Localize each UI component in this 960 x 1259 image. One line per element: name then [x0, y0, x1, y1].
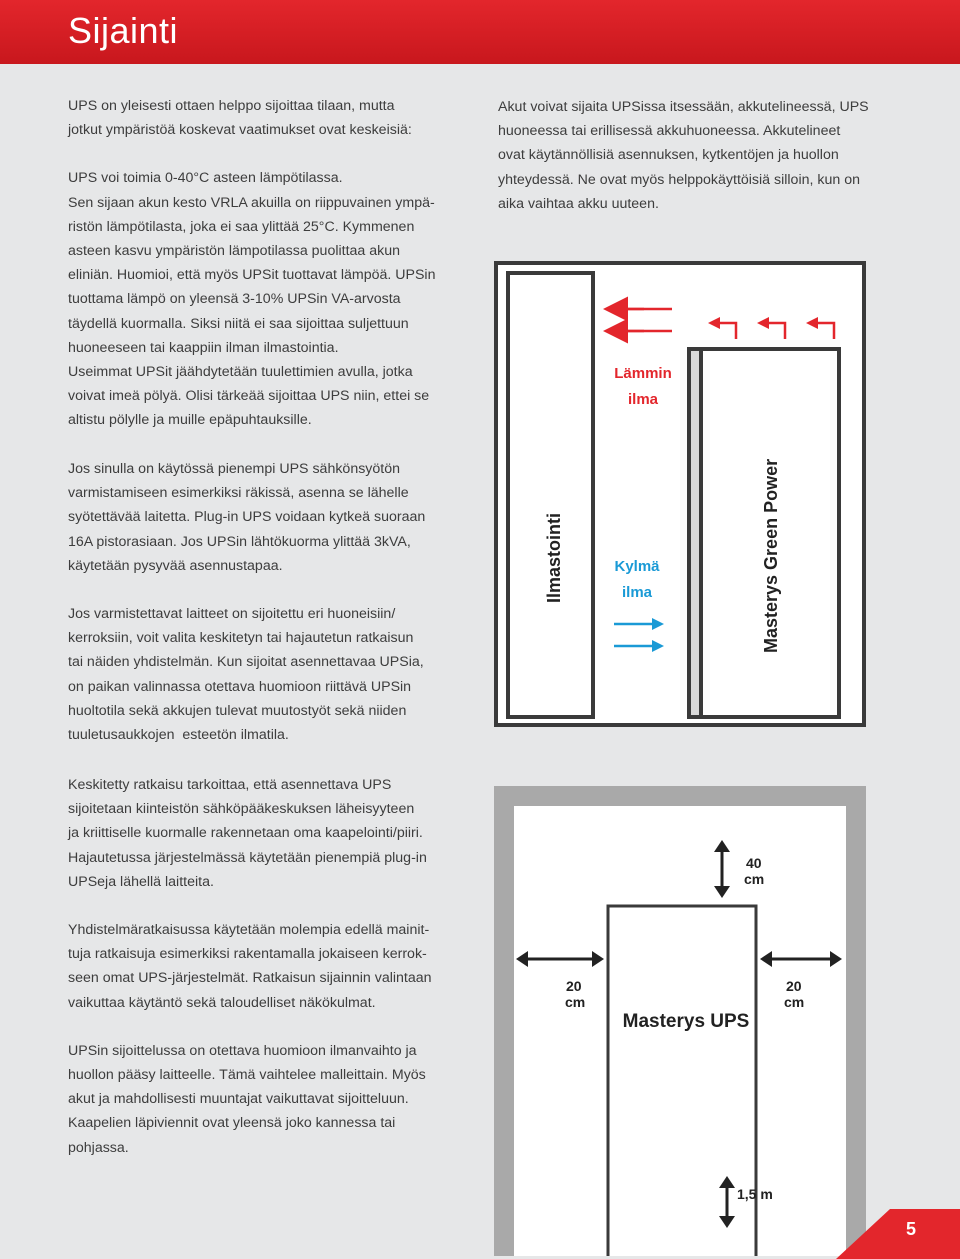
text-line: varmistamiseen esimerkiksi räkissä, asenna se lähelle: [68, 485, 409, 502]
text-line: huollon pääsy laitteelle. Tämä vaihtelee malleittain. Myös: [68, 1067, 426, 1084]
page-header: [0, 0, 960, 64]
ups-label: Masterys UPS: [622, 1011, 750, 1032]
text-line: kerroksiin, voit valita keskitetyn tai hajautetun ratkaisun: [68, 630, 414, 647]
text-line: tuottama lämpö on yleensä 3-10% UPSin VA-arvosta: [68, 291, 401, 308]
text-line: täydellä kuormalla. Siksi niitä ei saa sijoittaa suljettuun: [68, 315, 409, 332]
text-line: huoneessa tai erillisessä akkuhuoneessa. Akkutelineet: [498, 123, 841, 140]
text-line: UPS voi toimia 0-40°C asteen lämpötilassa.: [68, 170, 343, 187]
paragraph-combined: [68, 918, 468, 1015]
right-column: [498, 95, 918, 216]
text-line: sijoitetaan kiinteistön sähköpääkeskuksen läheisyyteen: [68, 801, 415, 818]
text-line: akut ja mahdollisesti muuntajat vaikuttavat sijoitteluun.: [68, 1091, 409, 1108]
left-column-lower: [68, 773, 468, 1160]
text-line: ja kriittiselle kuormalle rakennetaan oma kaapelointi/piiri.: [68, 825, 423, 842]
ups-label: Masterys Green Power: [761, 458, 781, 653]
text-line: on paikan valinnassa otettava huomioon riittävä UPSin: [68, 678, 412, 695]
text-line: asteen kasvu ympäristön lämpotilassa puolittaa akun: [68, 243, 401, 260]
text-line: aika vaihtaa akku uuteen.: [498, 195, 659, 212]
text-line: altistu pölylle ja muille epäpuhtauksille.: [68, 412, 312, 429]
warm-air-label-2: ilma: [627, 391, 659, 408]
text-line: Akut voivat sijaita UPSissa itsessään, akkutelineessä, UPS: [498, 99, 869, 115]
top-clearance-label: 40: [746, 855, 762, 871]
paragraph-intro: [68, 94, 468, 142]
height-label: 1,5 m: [737, 1186, 773, 1202]
text-line: pohjassa.: [68, 1139, 129, 1156]
left-column: [68, 94, 468, 433]
text-line: eliniän. Huomioi, että myös UPSit tuottavat lämpöä. UPSin: [68, 267, 436, 284]
text-line: Hajautetussa järjestelmässä käytetään pienempiä plug-in: [68, 849, 427, 866]
text-line: tai näiden yhdistelmän. Kun sijoitat asennettavaa UPSia,: [68, 654, 424, 671]
ventilation-label: Ilmastointi: [544, 512, 564, 603]
text-line: Kaapelien läpiviennit ovat yleensä joko kannessa tai: [68, 1115, 396, 1132]
text-line: vaikuttaa käytäntö sekä taloudelliset näkökulmat.: [68, 994, 376, 1011]
right-clearance-label: 20: [786, 978, 802, 994]
left-column-mid: [68, 457, 468, 747]
text-line: UPS on yleisesti ottaen helppo sijoittaa tilaan, mutta: [68, 98, 395, 114]
text-line: Jos sinulla on käytössä pienempi UPS sähkönsyötön: [68, 461, 401, 477]
warm-air-label: Lämmin: [614, 365, 672, 382]
paragraph-distributed: [68, 602, 468, 747]
text-line: syötettävää laitetta. Plug-in UPS voidaan kytkeä suoraan: [68, 509, 426, 526]
text-line: huoneeseen tai kaappiin ilman ilmastointia.: [68, 339, 339, 356]
text-line: tuuletusaukkojen esteetön ilmatila.: [68, 727, 289, 744]
paragraph-centralized: [68, 773, 468, 894]
text-line: yhteydessä. Ne ovat myös helppokäyttöisiä silloin, kun on: [498, 171, 860, 188]
paragraph-temperature: [68, 166, 468, 432]
paragraph-batteries: [498, 95, 918, 216]
text-line: käytetään pysyvää asennustapaa.: [68, 557, 283, 574]
page-number-badge: [836, 1209, 960, 1259]
right-clearance-unit: cm: [784, 994, 805, 1010]
cold-air-label-2: ilma: [621, 584, 653, 601]
paragraph-small-ups: [68, 457, 468, 578]
left-clearance-unit: cm: [565, 994, 586, 1010]
text-line: jotkut ympäristöä koskevat vaatimukset ovat keskeisiä:: [68, 122, 412, 139]
airflow-diagram: [494, 261, 866, 727]
text-line: seen omat UPS-järjestelmät. Ratkaisun sijainnin valintaan: [68, 970, 432, 987]
text-line: tuja ratkaisuja esimerkiksi rakentamalla jokaiseen kerrok-: [68, 946, 427, 963]
text-line: UPSeja lähellä laitteita.: [68, 873, 214, 890]
text-line: UPSin sijoittelussa on otettava huomioon ilmanvaihto ja: [68, 1042, 417, 1059]
text-line: Keskitetty ratkaisu tarkoittaa, että asennettava UPS: [68, 777, 392, 793]
text-line: Useimmat UPSit jäähdytetään tuulettimien avulla, jotka: [68, 364, 413, 381]
height-arrow: [700, 1160, 820, 1259]
text-line: voivat imeä pölyä. Olisi tärkeää sijoittaa UPS niin, ettei se: [68, 388, 430, 405]
left-clearance-label: 20: [566, 978, 582, 994]
ventilation-unit: [508, 273, 593, 717]
text-line: ristön lämpötilasta, joka ei saa ylittää 25°C. Kymmenen: [68, 218, 415, 235]
text-line: huoltotila sekä akkujen tulevat muutostyöt sekä niiden: [68, 702, 407, 719]
top-clearance-unit: cm: [744, 871, 765, 887]
text-line: Yhdistelmäratkaisussa käytetään molempia edellä mainit-: [68, 922, 430, 939]
paragraph-ventilation: [68, 1039, 468, 1160]
text-line: Sen sijaan akun kesto VRLA akuilla on riippuvainen ympä-: [68, 194, 435, 211]
cold-air-label: Kylmä: [614, 558, 660, 575]
page-title: Sijainti: [68, 10, 179, 51]
page-number: 5: [906, 1219, 917, 1239]
text-line: Jos varmistettavat laitteet on sijoitettu eri huoneisiin/: [68, 606, 396, 623]
text-line: ovat käytännöllisiä asennuksen, kytkentöjen ja huollon: [498, 147, 839, 164]
text-line: 16A pistorasiaan. Jos UPSin lähtökuorma ylittää 3kVA,: [68, 533, 411, 550]
